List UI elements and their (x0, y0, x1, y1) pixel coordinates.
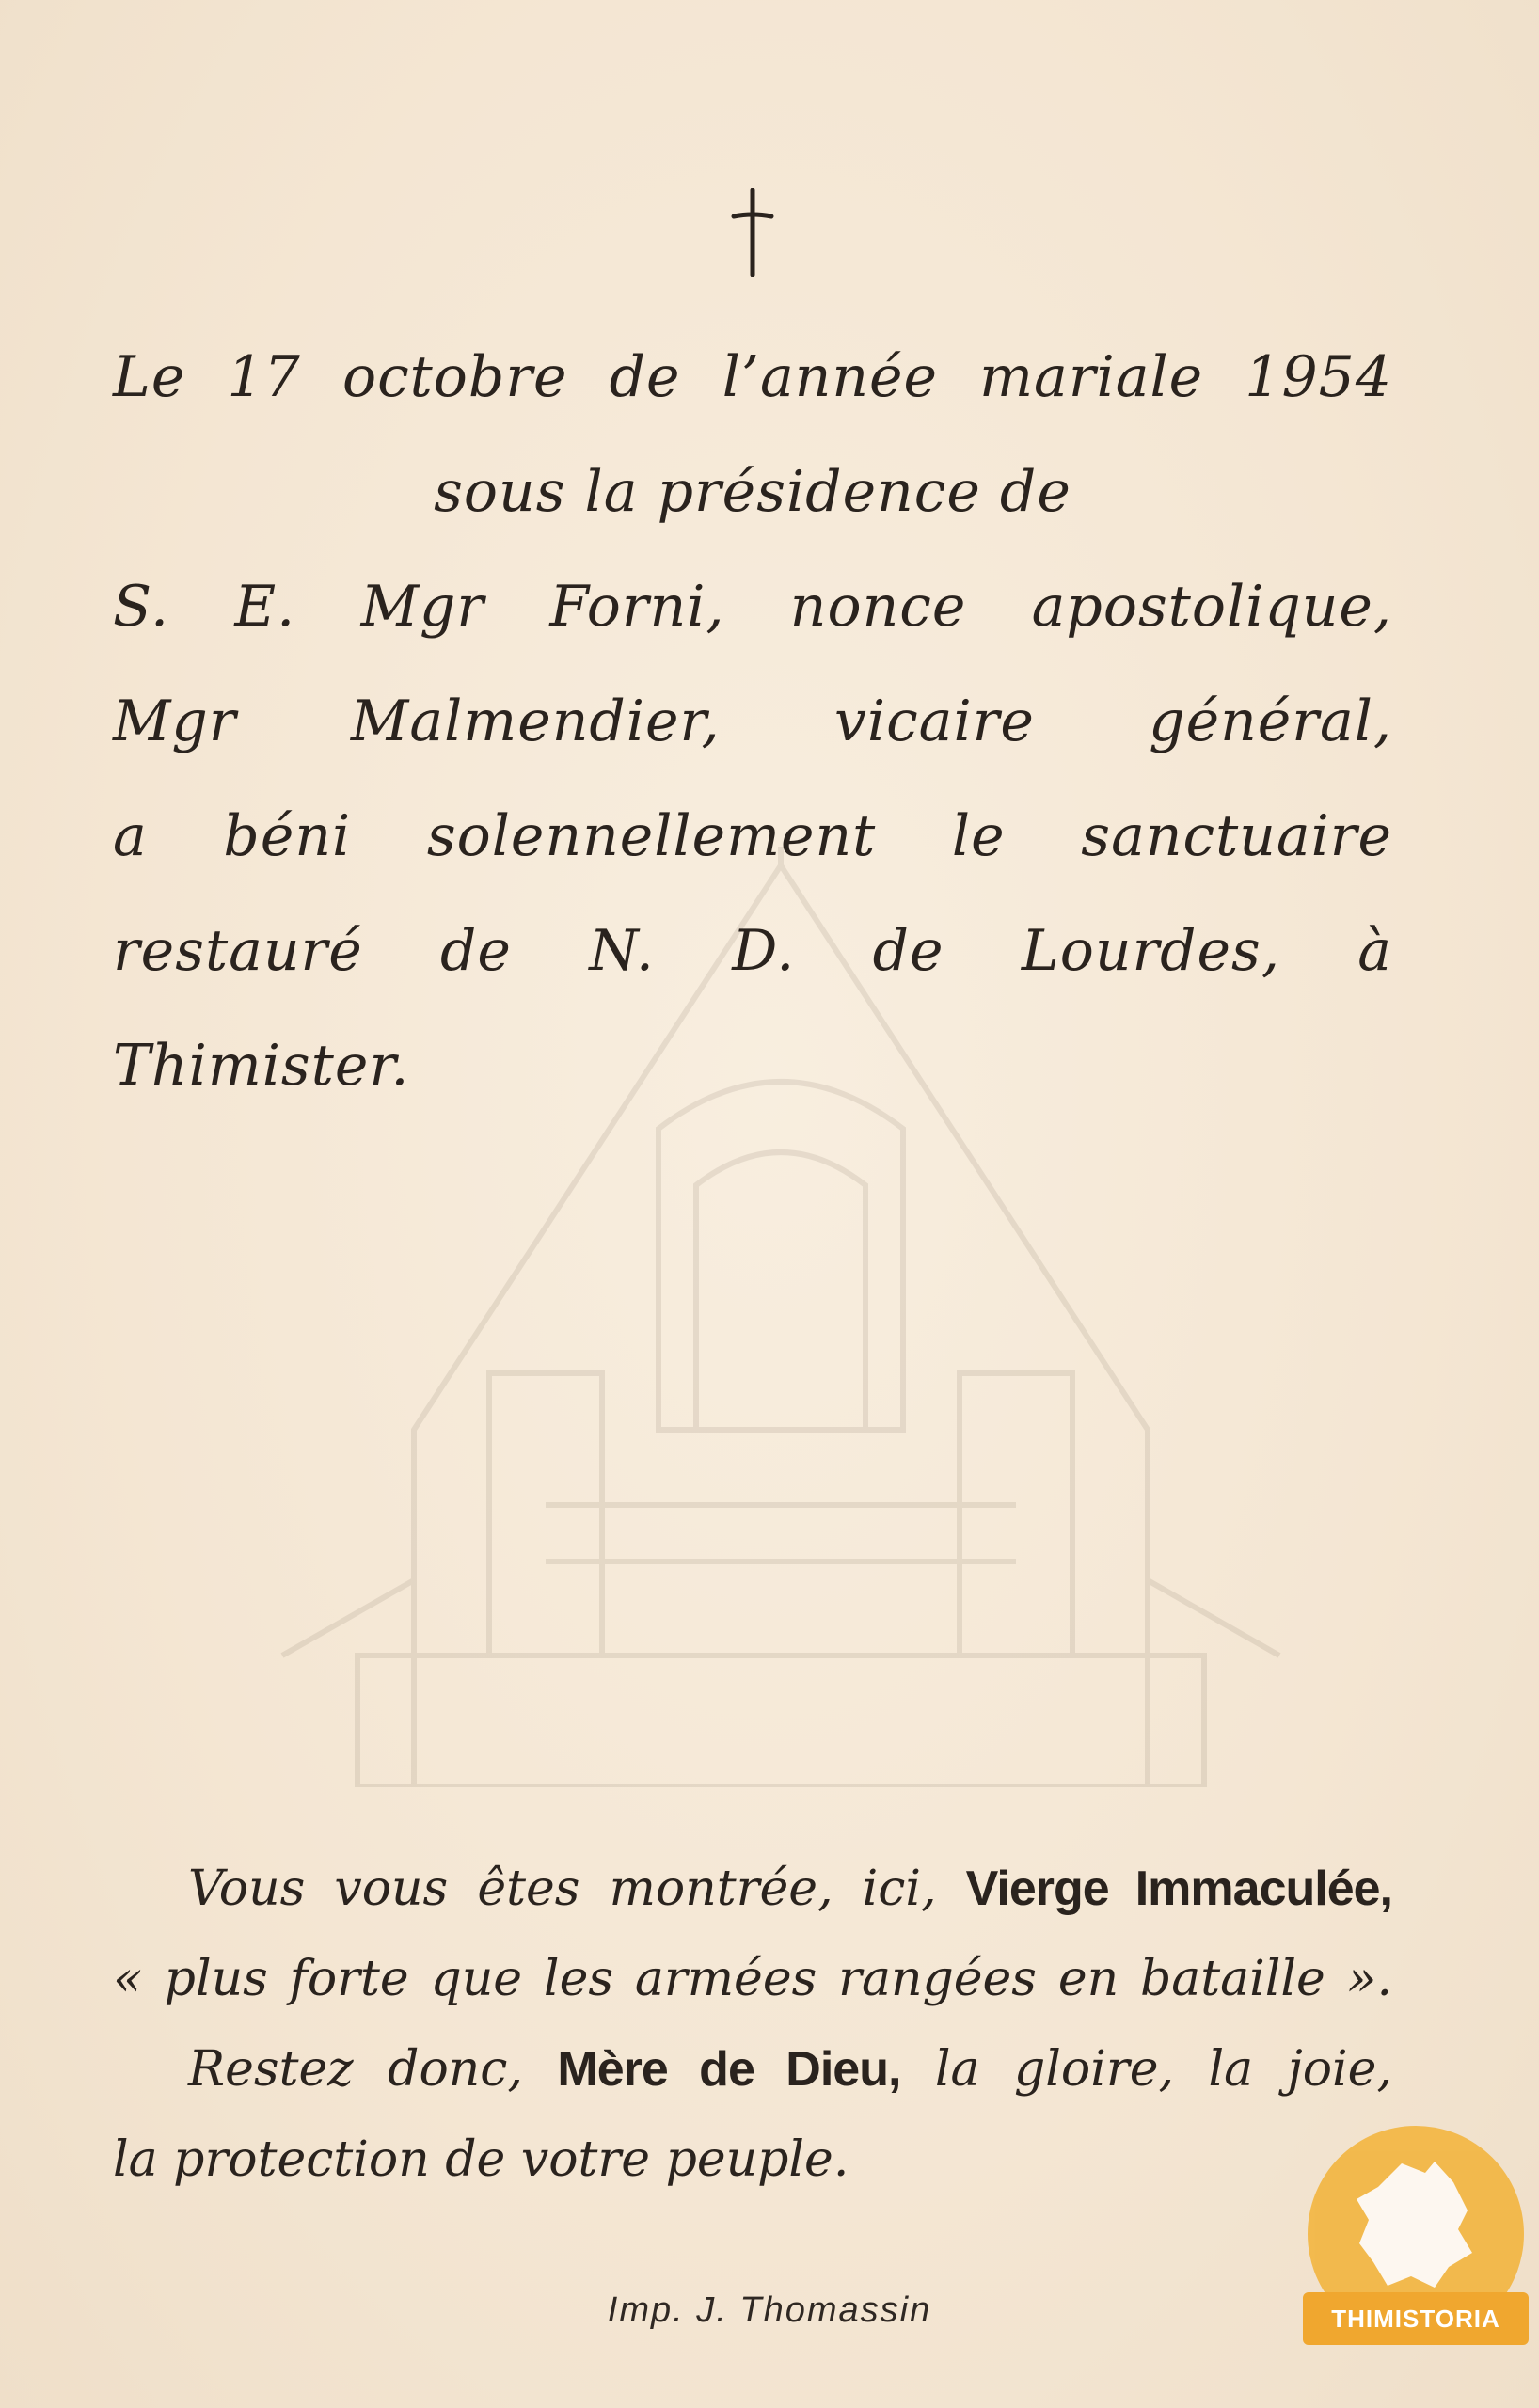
printer-imprint: Imp. J. Thomassin (607, 2290, 932, 2330)
announcement-line-nuncio: S. E. Mgr Forni, nonce apostolique, (113, 574, 1392, 640)
prayer-line-3-italic-end: la gloire, la joie, (900, 2041, 1392, 2098)
prayer-text (113, 1844, 1392, 2205)
announcement-line-vicar: Mgr Malmendier, vicaire général, (113, 689, 1392, 754)
prayer-line-1-italic: Vous vous êtes montrée, ici, (188, 1861, 966, 1917)
map-outline-icon (1345, 2154, 1486, 2295)
prayer-line-1 (113, 1844, 1392, 1934)
announcement-line-sanctuary: restauré de N. D. de Lourdes, à (113, 918, 1392, 984)
announcement-line-presidency: sous la présidence de (434, 459, 1071, 525)
prayer-line-1-upright: Vierge Immaculée, (965, 1861, 1392, 1916)
announcement-line-place: Thimister. (113, 1033, 410, 1099)
announcement-text (113, 320, 1392, 1123)
prayer-line-4: la protection de votre peuple. (113, 2131, 849, 2188)
prayer-line-3-italic: Restez donc, (188, 2041, 558, 2098)
announcement-line-date: Le 17 octobre de l’année mariale 1954 (113, 344, 1392, 410)
thimistoria-logo-label: THIMISTORIA (1303, 2292, 1529, 2345)
prayer-line-3-upright: Mère de Dieu, (557, 2042, 901, 2097)
prayer-line-3 (113, 2024, 1392, 2115)
cross-icon (724, 188, 781, 277)
prayer-line-2: « plus forte que les armées rangées en bataille ». (113, 1951, 1392, 2007)
announcement-line-blessing: a béni solennellement le sanctuaire (113, 803, 1392, 869)
